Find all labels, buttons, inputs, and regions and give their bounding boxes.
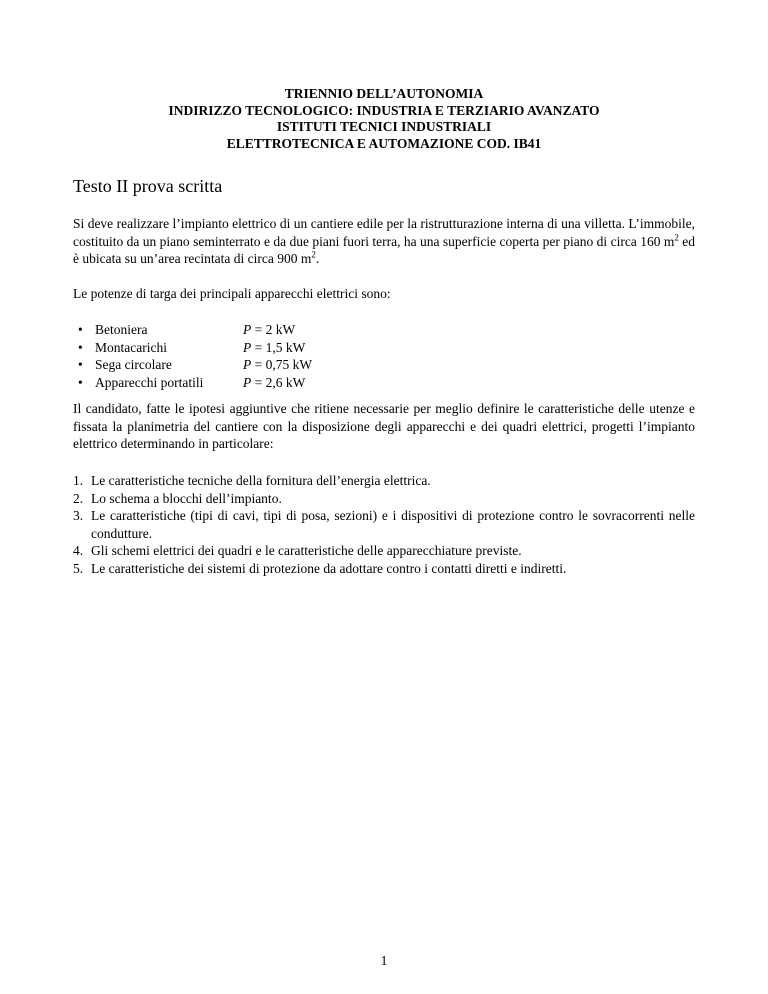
item-text: Gli schemi elettrici dei quadri e le caratteristiche delle apparecchiature previste. [91,543,522,558]
header-line-1: TRIENNIO DELL’AUTONOMIA [284,86,484,101]
appliance-power [243,321,295,339]
intro-text-3: . [315,251,320,266]
intro-paragraph [73,215,695,268]
item-number: 5. [73,560,84,576]
bullet-icon: • [78,322,83,337]
list-item [73,490,695,508]
item-text: Lo schema a blocchi dell’impianto. [91,490,282,506]
document-title: Testo II prova scritta [73,176,223,196]
superscript-2: 2 [311,249,316,260]
bullet-icon: • [78,357,83,372]
item-number: 4. [73,543,84,558]
power-symbol: P [243,322,252,337]
power-symbol: P [243,339,252,355]
power-value: = 2,6 kW [251,374,306,390]
requirements-list [73,472,695,577]
power-symbol: P [243,374,252,390]
item-text: Le caratteristiche tecniche della fornitura dell’energia elettrica. [91,473,431,488]
appliance-power [243,356,312,374]
power-value: = 0,75 kW [251,357,313,372]
item-text: Le caratteristiche dei sistemi di protezione da adottare contro i contatti diretti e indiretti. [91,560,567,576]
power-intro-paragraph: Le potenze di targa dei principali apparecchi elettrici sono: [73,286,391,301]
list-item [73,542,695,560]
list-item [73,507,695,542]
bullet-icon: • [78,374,83,390]
header-line-3: ISTITUTI TECNICI INDUSTRIALI [276,119,492,134]
header-line-2: INDIRIZZO TECNOLOGICO: INDUSTRIA E TERZIARIO AVANZATO [168,102,600,118]
item-number: 1. [73,473,84,488]
list-item [73,472,695,490]
page-number: 1 [380,953,388,968]
appliance-power [243,339,305,357]
document-header [0,86,768,152]
power-value: = 2 kW [251,322,296,337]
item-number: 3. [73,508,84,523]
bullet-icon: • [78,339,83,355]
header-line-4: ELETTROTECNICA E AUTOMAZIONE COD. IB41 [226,135,542,151]
intro-text-2: ed è ubicata su un’area recintata di circa 900 m [73,233,695,266]
list-item [73,560,695,578]
task-paragraph: Il candidato, fatte le ipotesi aggiuntive che ritiene necessarie per meglio definire le caratteristiche delle utenze e fissata la planimetria del cantiere con la disposizione degli apparecchi e dei quadri elettrici, progetti l’impianto elettrico determinando in particolare: [73,401,695,451]
appliance-name: Montacarichi [95,339,167,355]
item-number: 2. [73,490,84,506]
item-text: Le caratteristiche (tipi di cavi, tipi di posa, sezioni) e i dispositivi di protezione contro le sovracorrenti nelle condutture. [91,508,695,541]
appliance-power [243,374,305,392]
intro-text-1: Si deve realizzare l’impianto elettrico di un cantiere edile per la ristrutturazione interna di una villetta. L’immobile, costituito da un piano seminterrato e da due piani fuori terra, ha una superficie coperta per piano di circa 160 m [73,216,695,249]
appliance-name: Apparecchi portatili [95,374,204,390]
power-symbol: P [243,357,252,372]
superscript-1: 2 [674,232,679,242]
appliance-name: Sega circolare [95,357,172,372]
power-value: = 1,5 kW [251,339,306,355]
appliance-name: Betoniera [95,322,148,337]
